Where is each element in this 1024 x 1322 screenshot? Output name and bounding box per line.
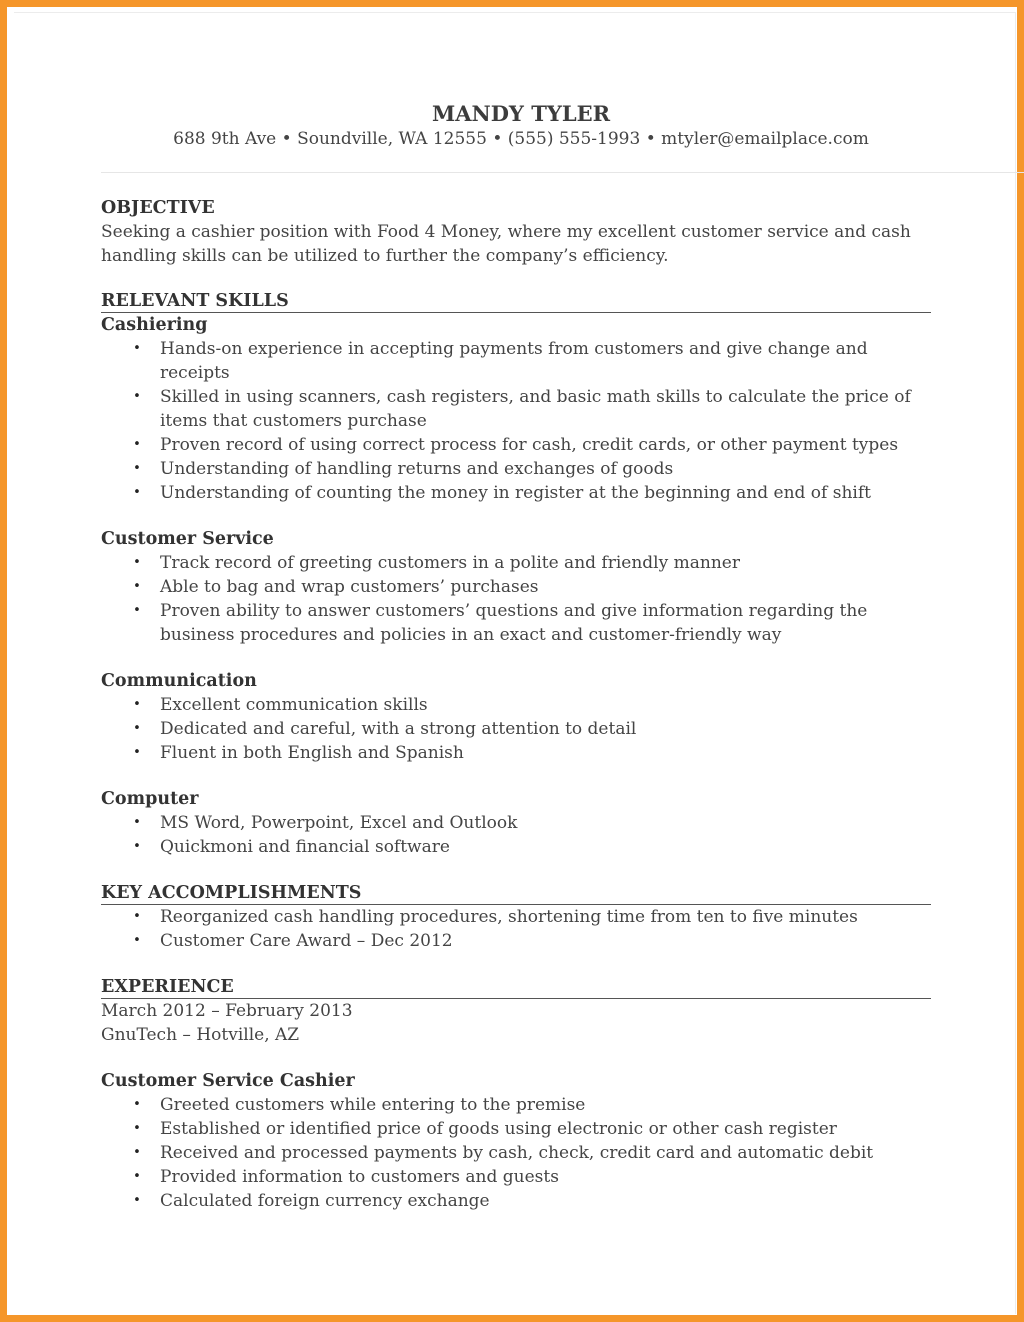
bullet-icon: • xyxy=(133,341,141,356)
contact-line: 688 9th Ave • Soundville, WA 12555 • (555) 555-1993 • mtyler@emailplace.com xyxy=(173,129,869,149)
list-item: • Excellent communication skills xyxy=(133,695,428,715)
list-item: • Understanding of counting the money in register at the beginning and end of shift xyxy=(133,483,871,503)
bullet-icon: • xyxy=(133,485,141,500)
list-item: • Calculated foreign currency exchange xyxy=(133,1191,490,1211)
bullet-icon: • xyxy=(133,1121,141,1136)
list-item: • Proven ability to answer customers’ questions and give information regarding the business procedures and policies in an exact and customer-friendly way xyxy=(133,601,868,645)
bullet-icon: • xyxy=(133,721,141,736)
bullet-icon: • xyxy=(133,461,141,476)
bullet-icon: • xyxy=(133,815,141,830)
list-item: • Quickmoni and financial software xyxy=(133,837,450,857)
list-item: • Received and processed payments by cash, check, credit card and automatic debit xyxy=(133,1143,874,1163)
skill-list-cashiering xyxy=(101,337,931,505)
experience-dates: March 2012 – February 2013 xyxy=(101,1001,353,1021)
list-item: • Hands-on experience in accepting payments from customers and give change and receipts xyxy=(133,339,868,383)
bullet-icon: • xyxy=(133,555,141,570)
list-item: • Track record of greeting customers in a polite and friendly manner xyxy=(133,553,740,573)
bullet-icon: • xyxy=(133,745,141,760)
bullet-icon: • xyxy=(133,933,141,948)
bullet-icon: • xyxy=(133,1097,141,1112)
skill-group-title: Computer xyxy=(101,789,199,809)
objective-heading: OBJECTIVE xyxy=(101,198,215,218)
list-item: • Able to bag and wrap customers’ purchases xyxy=(133,577,539,597)
skill-list-communication xyxy=(101,693,931,765)
bullet-icon: • xyxy=(133,603,141,618)
accomplishments-list xyxy=(101,905,931,953)
list-item: • Understanding of handling returns and exchanges of goods xyxy=(133,459,674,479)
bullet-icon: • xyxy=(133,1145,141,1160)
experience-role: Customer Service Cashier xyxy=(101,1071,355,1091)
accomplishments-heading: KEY ACCOMPLISHMENTS xyxy=(101,881,931,905)
list-item: • Reorganized cash handling procedures, shortening time from ten to five minutes xyxy=(133,907,858,927)
list-item: • MS Word, Powerpoint, Excel and Outlook xyxy=(133,813,518,833)
bullet-icon: • xyxy=(133,389,141,404)
skill-list-computer xyxy=(101,811,931,859)
resume-body xyxy=(101,196,931,1213)
list-item: • Dedicated and careful, with a strong attention to detail xyxy=(133,719,637,739)
bullet-icon: • xyxy=(133,1193,141,1208)
skill-group-title: Customer Service xyxy=(101,529,274,549)
list-item: • Provided information to customers and guests xyxy=(133,1167,559,1187)
bullet-icon: • xyxy=(133,579,141,594)
experience-heading: EXPERIENCE xyxy=(101,975,931,999)
list-item: • Fluent in both English and Spanish xyxy=(133,743,464,763)
list-item: • Greeted customers while entering to the premise xyxy=(133,1095,586,1115)
bullet-icon: • xyxy=(133,839,141,854)
bullet-icon: • xyxy=(133,697,141,712)
bullet-icon: • xyxy=(133,1169,141,1184)
header-divider xyxy=(101,172,1024,173)
experience-list xyxy=(101,1093,931,1213)
list-item: • Customer Care Award – Dec 2012 xyxy=(133,931,453,951)
experience-company: GnuTech – Hotville, AZ xyxy=(101,1025,300,1045)
candidate-name: MANDY TYLER xyxy=(431,101,611,126)
objective-text: Seeking a cashier position with Food 4 Money, where my excellent customer service and cash handling skills can be utilized to further the company’s efficiency. xyxy=(101,222,911,266)
bullet-icon: • xyxy=(133,437,141,452)
list-item: • Established or identified price of goods using electronic or other cash register xyxy=(133,1119,837,1139)
skill-list-customer-service xyxy=(101,551,931,647)
skills-heading: RELEVANT SKILLS xyxy=(101,289,931,313)
skill-group-title: Cashiering xyxy=(101,315,208,335)
bullet-icon: • xyxy=(133,909,141,924)
list-item: • Skilled in using scanners, cash registers, and basic math skills to calculate the price of items that customers purchase xyxy=(133,387,911,431)
skill-group-title: Communication xyxy=(101,671,257,691)
list-item: • Proven record of using correct process for cash, credit cards, or other payment types xyxy=(133,435,899,455)
